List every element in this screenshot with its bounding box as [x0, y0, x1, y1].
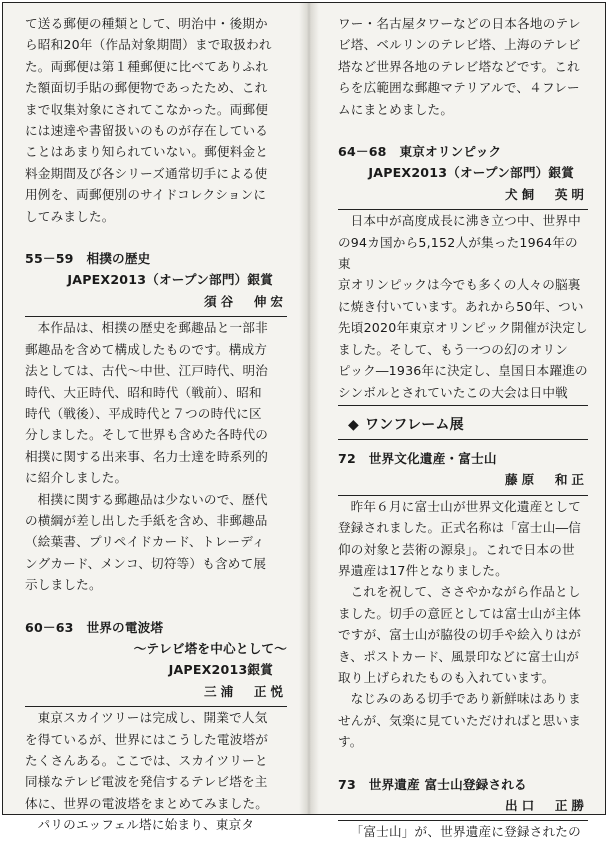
text-line: 取り上げられたものも入れています。: [338, 669, 555, 685]
section-divider-top: [338, 405, 588, 406]
text-line: 法としては、古代～中世、江戸時代、明治: [25, 363, 269, 379]
text-line: 体に、世界の電波塔をまとめてみました。: [25, 795, 269, 811]
entry-author: 須谷 伸宏: [204, 293, 287, 309]
text-line: ングカード、メンコ、切符等）も含めて展: [25, 555, 267, 571]
text-line: （絵葉書、プリペイドカード、トレーディ: [25, 534, 265, 550]
text-line: の94カ国から5,152人が集った1964年の東: [338, 234, 578, 272]
text-line: ました。切手の意匠としては富士山が主体: [338, 605, 582, 621]
text-line: パリのエッフェル塔に始まり、東京タ: [37, 817, 255, 833]
left-page: [25, 13, 287, 836]
text-line: ピック―1936年に決定し、皇国日本躍進の: [338, 363, 588, 379]
section-heading: [348, 414, 588, 436]
text-line: 料金期間及び各シリーズ通常切手による使: [25, 165, 268, 181]
text-line: らを広範囲な郵趣マテリアルで、４フレー: [338, 80, 580, 96]
text-line: に焼き付いています。あれから50年、つい: [338, 298, 584, 314]
text-line: 相撲に関する出来事、名力士達を時系列的: [25, 448, 269, 464]
entry-heading: 60－63 世界の電波塔: [25, 619, 164, 635]
text-line: き、ポストカード、風景印などに富士山が: [338, 648, 580, 664]
text-line: 用例を、両郵便別のサイドコレクションに: [25, 187, 267, 203]
text-line: の横綱が差し出した手紙を含め、非郵趣品: [25, 512, 268, 528]
text-line: 示しました。: [25, 577, 102, 593]
text-line: まで収集対象にされてこなかった。両郵便: [25, 101, 269, 117]
exhibit-entry-tokyo-olympics: [338, 141, 588, 403]
text-line: ことはあまり知られていない。郵便料金と: [25, 144, 269, 160]
text-line: ワー・名古屋タワーなどの日本各地のテレ: [338, 16, 581, 31]
text-line: シンボルとされていたこの大会は日中戦: [338, 384, 568, 400]
text-line: 「富士山」が、世界遺産に登録されたの: [350, 824, 581, 840]
entry-heading: 55－59 相撲の歴史: [25, 251, 151, 267]
text-line: せんが、気楽に見ていただければと思いま: [338, 712, 582, 728]
text-line: ムにまとめました。: [338, 101, 454, 117]
entry-author: 犬飼 英明: [505, 186, 588, 202]
text-line: 分しました。そして世界も含めた各時代の: [25, 427, 269, 443]
text-line: 仰の対象と芸術の源泉」。これで日本の世: [338, 541, 575, 557]
text-line: を得ているが、世界にはこうした電波塔が: [25, 731, 269, 747]
entry-subtitle: ～テレビ塔を中心として～: [133, 640, 287, 656]
text-line: ビ塔、ベルリンのテレビ塔、上海のテレビ: [338, 37, 581, 53]
text-line: 郵趣品を含めて構成したものです。構成方: [25, 341, 268, 357]
text-line: 本作品は、相撲の歴史を郵趣品と一部非: [37, 320, 268, 336]
text-line: 京オリンピックは今でも多くの人々の脳裏: [338, 277, 581, 293]
text-line: 昨年６月に富士山が世界文化遺産として: [350, 498, 581, 514]
exhibit-entry-fuji-cultural-heritage: [338, 448, 588, 753]
entry-author: 出口 正勝: [505, 798, 588, 813]
entry-author: 藤原 和正: [505, 472, 588, 488]
text-line: には速達や書留扱いのものが存在している: [25, 123, 269, 139]
entry-award: JAPEX2013（オープン部門）銀賞: [368, 165, 574, 181]
right-page: [338, 13, 588, 843]
text-line: これを祝して、ささやかながら作品とし: [350, 584, 581, 600]
text-line: 日本中が高度成長に沸き立つ中、世界中: [350, 213, 581, 229]
text-line: 先頃2020年東京オリンピック開催が決定し: [338, 320, 588, 336]
text-line: た額面切手貼の郵便物であったため、これ: [25, 80, 268, 96]
text-line: してみました。: [25, 208, 115, 224]
right-intro-paragraph: [338, 13, 588, 120]
text-line: に紹介しました。: [25, 470, 128, 486]
text-line: ら昭和20年（作品対象期間）まで取扱われ: [25, 37, 272, 53]
entry-heading: 64－68 東京オリンピック: [338, 144, 502, 160]
diamond-bullet-icon: ◆: [348, 416, 359, 433]
text-line: ました。そして、もう一つの幻のオリン: [338, 341, 569, 357]
text-line: 時代、大正時代、昭和時代（戦前）、昭和: [25, 384, 262, 400]
text-line: なじみのある切手であり新鮮味はありま: [350, 691, 581, 707]
exhibit-entry-fuji-registered: [338, 774, 588, 843]
exhibit-entry-radio-towers: [25, 617, 287, 836]
text-line: 東京スカイツリーは完成し、開業で人気: [37, 710, 268, 726]
text-line: 登録されました。正式名称は「富士山―信: [338, 520, 582, 536]
text-line: た。両郵便は第１種郵便に比べてありふれ: [25, 58, 269, 74]
booklet-page-spread: [2, 2, 606, 840]
text-line: 時代（戦後）、平成時代と７つの時代に区: [25, 405, 262, 421]
text-line: す。: [338, 734, 363, 750]
text-line: 界遺産は17件となりました。: [338, 562, 508, 578]
entry-author: 三浦 正悦: [204, 683, 287, 699]
text-line: ですが、富士山が脇役の切手や絵入りはが: [338, 627, 582, 643]
text-line: たくさんある。ここでは、スカイツリーと: [25, 753, 268, 768]
text-line: 同様なテレビ電波を発信するテレビ塔を主: [25, 774, 268, 790]
entry-award: JAPEX2013銀賞: [168, 662, 273, 678]
left-intro-paragraph: [25, 13, 287, 227]
section-title: ワンフレーム展: [364, 416, 464, 433]
entry-award: JAPEX2013（オープン部門）銀賞: [67, 272, 273, 288]
text-line: 塔など世界各地のテレビ塔などです。これ: [338, 58, 580, 74]
exhibit-entry-sumo: [25, 248, 287, 596]
page-gutter: [299, 3, 319, 814]
text-line: て送る郵便の種類として、明治中・後期か: [25, 16, 268, 31]
text-line: 相撲に関する郵趣品は少ないので、歴代: [37, 491, 268, 507]
entry-heading: 72 世界文化遺産・富士山: [338, 450, 497, 466]
entry-heading: 73 世界遺産 富士山登録される: [338, 776, 527, 792]
